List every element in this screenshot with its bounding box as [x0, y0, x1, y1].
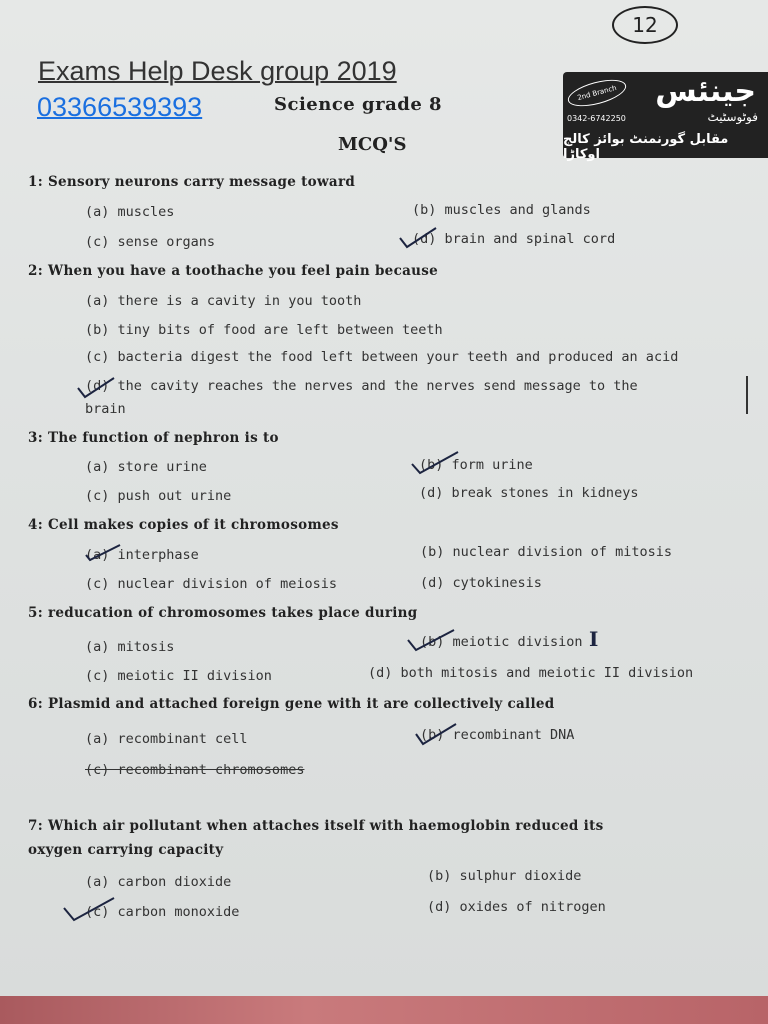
shop-stamp — [563, 72, 768, 162]
question-7-cont: oxygen carrying capacity — [28, 842, 224, 858]
q3-option-d[interactable]: (d) break stones in kidneys — [419, 485, 639, 501]
q4-option-c[interactable]: (c) nuclear division of meiosis — [85, 576, 337, 592]
q3-option-c[interactable]: (c) push out urine — [85, 488, 232, 504]
q2-option-c[interactable]: (c) bacteria digest the food left between your teeth and produced an acid — [85, 349, 679, 365]
page-number-circle: 12 — [612, 6, 678, 44]
q4-option-a[interactable]: (a) interphase — [85, 547, 199, 563]
q2-option-d-cont: brain — [85, 401, 126, 417]
q5-option-a[interactable]: (a) mitosis — [85, 639, 175, 655]
q7-option-c[interactable]: (c) carbon monoxide — [85, 904, 240, 920]
question-3: 3: The function of nephron is to — [28, 430, 279, 446]
mcq-heading: MCQ'S — [338, 134, 407, 155]
margin-pen-mark — [746, 376, 748, 414]
q4-option-d[interactable]: (d) cytokinesis — [420, 575, 542, 591]
branch-badge: 2nd Branch — [565, 75, 629, 112]
stamp-address: مقابل گورنمنٹ بوائز کالج اوکاڑا — [563, 132, 729, 162]
q7-option-a[interactable]: (a) carbon dioxide — [85, 874, 232, 890]
q3-option-b[interactable]: (b) form urine — [419, 457, 533, 473]
phone-link[interactable]: 03366539393 — [37, 92, 203, 122]
question-7: 7: Which air pollutant when attaches itself with haemoglobin reduced its — [28, 818, 604, 834]
tick-mark-icon — [84, 541, 124, 563]
q5-option-c[interactable]: (c) meiotic II division — [85, 668, 272, 684]
table-surface — [0, 996, 768, 1024]
handwritten-mark: I — [589, 627, 599, 651]
q6-option-a[interactable]: (a) recombinant cell — [85, 731, 248, 747]
subject-title: Science grade 8 — [274, 94, 443, 115]
tick-mark-icon — [398, 226, 438, 248]
q2-option-a[interactable]: (a) there is a cavity in you tooth — [85, 293, 362, 309]
tick-mark-icon — [406, 628, 456, 652]
q7-option-b[interactable]: (b) sulphur dioxide — [427, 868, 582, 884]
q2-option-b[interactable]: (b) tiny bits of food are left between teeth — [85, 322, 443, 338]
stamp-name: جینئس — [655, 74, 756, 109]
q1-option-c[interactable]: (c) sense organs — [85, 234, 216, 250]
q1-option-a[interactable]: (a) muscles — [85, 204, 175, 220]
question-4: 4: Cell makes copies of it chromosomes — [28, 517, 339, 533]
question-1: 1: Sensory neurons carry message toward — [28, 174, 356, 190]
group-title: Exams Help Desk group 2019 — [38, 56, 397, 86]
q5-option-b[interactable]: (b) meiotic division — [420, 634, 583, 650]
q6-option-b[interactable]: (b) recombinant DNA — [420, 727, 575, 743]
q4-option-b[interactable]: (b) nuclear division of mitosis — [420, 544, 672, 560]
tick-mark-icon — [62, 896, 116, 922]
question-2: 2: When you have a toothache you feel pain because — [28, 263, 439, 279]
q3-option-a[interactable]: (a) store urine — [85, 459, 207, 475]
tick-mark-icon — [414, 722, 458, 746]
stamp-phone: 0342-6742250 — [567, 114, 626, 123]
q1-option-b[interactable]: (b) muscles and glands — [412, 202, 591, 218]
stamp-subtitle: فوٹوسٹیٹ — [707, 110, 758, 124]
question-6: 6: Plasmid and attached foreign gene with it are collectively called — [28, 696, 555, 712]
q5-option-d[interactable]: (d) both mitosis and meiotic II division — [368, 665, 694, 681]
q6-option-c[interactable]: (c) recombinant chromosomes — [85, 762, 305, 778]
tick-mark-icon — [76, 376, 116, 398]
q7-option-d[interactable]: (d) oxides of nitrogen — [427, 899, 606, 915]
tick-mark-icon — [410, 450, 460, 474]
q2-option-d[interactable]: (d) the cavity reaches the nerves and the nerves send message to the — [85, 378, 638, 394]
question-5: 5: reducation of chromosomes takes place during — [28, 605, 418, 621]
q1-option-d[interactable]: (d) brain and spinal cord — [412, 231, 616, 247]
